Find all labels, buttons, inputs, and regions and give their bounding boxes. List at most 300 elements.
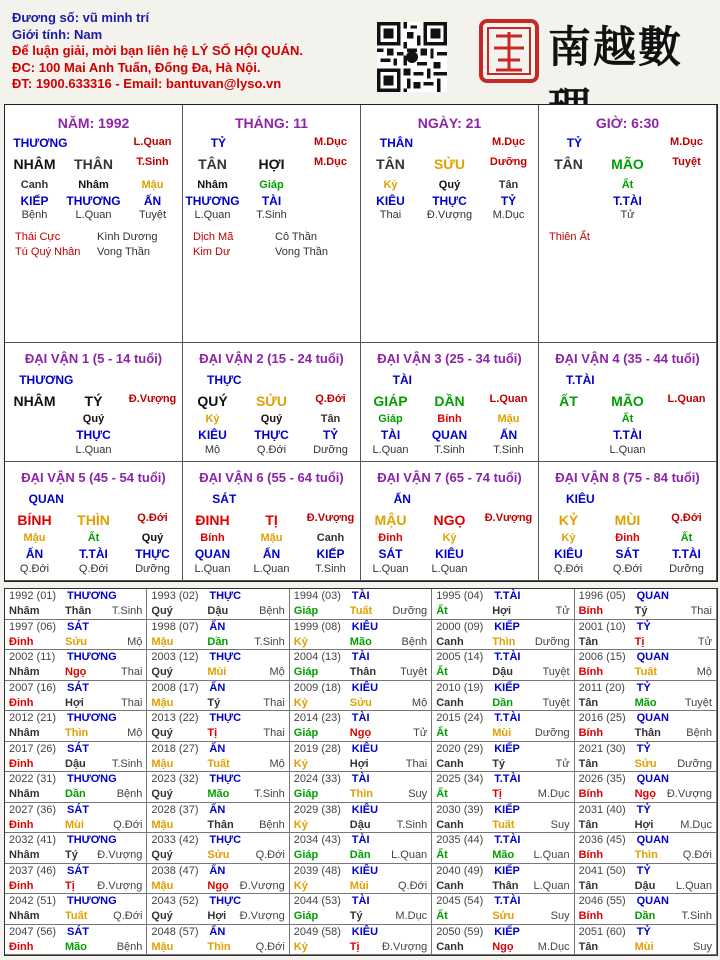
year-label: 1996 (05) <box>578 590 626 602</box>
year-state: Mộ <box>269 757 285 770</box>
year-chi: Tuất <box>634 666 657 678</box>
year-chi: Mùi <box>492 727 512 739</box>
qr-code-icon[interactable] <box>377 22 447 92</box>
star-label: Dịch Mã <box>193 231 234 243</box>
dai-van-can: BÍNH <box>17 512 52 528</box>
year-cell <box>432 833 574 864</box>
year-label: 2029 (38) <box>293 803 341 816</box>
year-can: Nhâm <box>9 727 40 739</box>
dai-van-god: QUAN <box>28 492 64 506</box>
spacer <box>444 373 538 387</box>
year-god: SÁT <box>67 681 89 694</box>
year-cell <box>575 833 717 864</box>
year-chi: Dần <box>65 788 86 800</box>
year-god: QUAN <box>636 773 669 785</box>
year-can: Tân <box>578 757 599 770</box>
hidden-state-text: Bệnh <box>21 209 48 221</box>
dai-van-can: MẬU <box>374 512 407 528</box>
year-label: 2017 (26) <box>9 742 57 755</box>
year-label: 2023 (32) <box>151 773 199 785</box>
year-can: Quý <box>151 849 173 861</box>
year-state: Đ.Vượng <box>239 879 285 892</box>
year-label: 1993 (02) <box>151 590 199 602</box>
year-cell <box>147 650 289 681</box>
year-state: L.Quan <box>391 849 428 861</box>
year-god: T.TÀI <box>494 834 521 846</box>
dv-hidden-stem-text <box>657 413 716 425</box>
dv-hidden-state-text: Dưỡng <box>313 444 348 456</box>
year-chi: Dần <box>207 635 229 648</box>
year-chi: Tị <box>349 940 360 953</box>
dv-hidden-state-text <box>5 444 64 456</box>
year-god: KIẾP <box>494 681 520 694</box>
dv-hidden-state-row <box>361 563 538 575</box>
year-cell <box>147 681 289 712</box>
year-label: 2001 (10) <box>578 620 626 633</box>
hidden-state-text: Tử <box>620 209 635 221</box>
dv-hidden-god-text: KIÊU <box>554 547 583 561</box>
hidden-stem-text: Kỷ <box>383 179 398 191</box>
year-chi: Thân <box>634 727 661 739</box>
year-god: TỶ <box>636 803 651 816</box>
year-state: Đ.Vượng <box>97 849 143 861</box>
year-chi: Thân <box>207 818 234 831</box>
pillar-god-row <box>5 136 182 150</box>
hidden-state-row <box>5 209 182 221</box>
year-label: 2013 (22) <box>151 712 199 724</box>
year-god: KIÊU <box>351 925 379 938</box>
year-state: Bệnh <box>686 727 712 739</box>
dv-hidden-god-text <box>123 428 182 442</box>
year-can: Nhâm <box>9 666 40 678</box>
year-god: SÁT <box>67 925 89 938</box>
dai-van-title: ĐẠI VẬN 8 (75 - 84 tuổi) <box>555 470 700 485</box>
year-can: Canh <box>436 818 464 831</box>
pillar-state: L.Quan <box>133 136 172 148</box>
dai-van-title: ĐẠI VẬN 6 (55 - 64 tuổi) <box>199 470 344 485</box>
dv-hidden-god-text <box>5 428 64 442</box>
year-god: TÀI <box>351 651 370 663</box>
year-cell <box>290 620 432 651</box>
dai-van-god: SÁT <box>212 492 237 506</box>
year-state: Bệnh <box>116 940 143 953</box>
year-cell <box>575 589 717 620</box>
spacer <box>444 492 538 506</box>
year-cell <box>290 864 432 895</box>
year-can: Tân <box>578 635 599 648</box>
year-label: 1997 (06) <box>9 620 57 633</box>
dai-van-god-row <box>183 373 360 387</box>
hidden-state-text: T.Sinh <box>256 209 287 221</box>
dai-van-god-row <box>183 492 360 506</box>
dai-van-chi: TỊ <box>265 512 278 528</box>
year-cell <box>432 620 574 651</box>
year-label: 2028 (37) <box>151 803 199 816</box>
dv-hidden-state-text: Q.Đới <box>256 444 287 456</box>
pillar-god-row <box>539 136 716 150</box>
year-state: Suy <box>550 818 570 831</box>
dai-van-main-row <box>361 512 538 528</box>
pillar-main-row <box>539 156 716 172</box>
year-chi: Tý <box>492 757 506 770</box>
year-state: Mộ <box>269 666 285 678</box>
year-cell <box>5 894 147 925</box>
dv-hidden-stem-text: Quý <box>141 532 164 544</box>
year-label: 2019 (28) <box>293 742 341 755</box>
dai-van-god-row <box>5 373 182 387</box>
pillar-main: MÃO <box>611 156 644 172</box>
dv-hidden-stem-text: Bính <box>437 413 462 425</box>
year-chi: Mão <box>634 696 657 709</box>
dv-hidden-stem-text: Mậu <box>497 413 520 425</box>
hidden-stem-row <box>361 179 538 191</box>
dv-hidden-state-text: L.Quan <box>372 563 409 575</box>
year-cell <box>147 589 289 620</box>
year-god: SÁT <box>67 620 89 633</box>
year-can: Giáp <box>293 727 319 739</box>
dai-van-title: ĐẠI VẬN 7 (65 - 74 tuổi) <box>377 470 522 485</box>
year-state: Đ.Vượng <box>382 940 428 953</box>
dai-van-main-row <box>183 512 360 528</box>
year-god: TÀI <box>351 590 370 602</box>
year-can: Kỷ <box>293 879 308 892</box>
dai-van-chi: SỬU <box>255 393 288 409</box>
pillar-main: Dưỡng <box>489 156 528 168</box>
year-god: QUAN <box>636 590 669 602</box>
year-god: TÀI <box>351 895 370 907</box>
year-state: Suy <box>550 910 570 922</box>
year-state: Dưỡng <box>392 605 428 617</box>
year-chi: Thìn <box>65 727 89 739</box>
year-can: Mậu <box>151 818 174 831</box>
year-god: SÁT <box>67 803 89 816</box>
dai-van-can: NHÂM <box>13 393 56 409</box>
dai-van-god-row <box>539 373 716 387</box>
pillar-main-row <box>183 156 360 172</box>
year-state: Dưỡng <box>677 757 712 770</box>
year-god: SÁT <box>67 864 89 877</box>
dv-hidden-god-text: TỶ <box>322 428 339 442</box>
hidden-state-text <box>657 209 716 221</box>
year-label: 2022 (31) <box>9 773 57 785</box>
year-state: Thai <box>690 605 712 617</box>
dai-van-title: ĐẠI VẬN 3 (25 - 34 tuổi) <box>377 351 522 366</box>
year-label: 2049 (58) <box>293 925 341 938</box>
spacer <box>610 136 657 150</box>
year-cell <box>147 803 289 834</box>
spacer <box>622 492 716 506</box>
year-state: Đ.Vượng <box>666 788 712 800</box>
dai-van-god-row <box>5 492 182 506</box>
year-chi: Tuất <box>65 910 88 922</box>
year-state: Q.Đới <box>113 818 143 831</box>
year-cell <box>290 803 432 834</box>
spacer <box>76 136 123 150</box>
dv-hidden-god-text: T.TÀI <box>672 547 701 561</box>
dv-hidden-state-row <box>183 563 360 575</box>
year-state: M.Dục <box>537 940 570 953</box>
dai-van-state: Q.Đới <box>671 512 702 524</box>
year-chi: Thìn <box>349 788 374 800</box>
dv-hidden-state-row <box>539 444 716 456</box>
year-can: Bính <box>578 910 604 922</box>
year-can: Canh <box>436 879 464 892</box>
year-label: 2002 (11) <box>9 651 56 663</box>
year-cell <box>290 833 432 864</box>
pillar-main: THÂN <box>74 156 113 172</box>
dv-hidden-stem-row <box>361 532 538 544</box>
dv-hidden-state-text: L.Quan <box>372 444 409 456</box>
year-label: 2024 (33) <box>293 773 341 785</box>
year-can: Đinh <box>9 818 34 831</box>
dai-van-god: KIÊU <box>565 492 595 506</box>
dv-hidden-god-text: ẤN <box>499 428 518 442</box>
hidden-stem-row <box>183 179 360 191</box>
year-label: 2004 (13) <box>293 651 341 663</box>
year-god: THỰC <box>209 895 242 907</box>
dv-hidden-state-text: T.Sinh <box>493 444 524 456</box>
year-cell <box>5 833 147 864</box>
hidden-god-text: TÀI <box>261 194 282 208</box>
dv-hidden-god-text: QUAN <box>194 547 231 561</box>
dai-van-main-row <box>539 393 716 409</box>
year-table <box>4 588 718 956</box>
year-chi: Tý <box>349 910 363 922</box>
dv-hidden-god-text: THỰC <box>254 428 289 442</box>
year-state: T.Sinh <box>681 910 712 922</box>
year-label: 2031 (40) <box>578 803 626 816</box>
dv-hidden-state-text: L.Quan <box>431 563 468 575</box>
dai-van-god: TÀI <box>392 373 412 387</box>
hidden-state-text <box>539 209 598 221</box>
dai-van-cell <box>5 462 183 581</box>
year-state: Mộ <box>696 666 712 678</box>
year-state: Đ.Vượng <box>97 879 143 892</box>
dai-van-chi: MÙI <box>614 512 641 528</box>
year-chi: Sửu <box>492 910 515 922</box>
year-can: Kỷ <box>293 818 308 831</box>
year-can: Kỷ <box>293 940 308 953</box>
hidden-state-text: Thai <box>379 209 402 221</box>
year-cell <box>5 620 147 651</box>
year-god: TÀI <box>351 773 370 785</box>
dv-hidden-god-text: QUAN <box>431 428 468 442</box>
year-cell <box>147 620 289 651</box>
pillar-title: GIỜ: 6:30 <box>595 115 660 131</box>
year-chi: Sửu <box>634 757 657 770</box>
hidden-state-text: L.Quan <box>194 209 231 221</box>
year-can: Canh <box>436 696 464 709</box>
year-can: Đinh <box>9 940 34 953</box>
dai-van-can: ẤT <box>559 393 578 409</box>
year-label: 2018 (27) <box>151 742 199 755</box>
year-can: Ất <box>436 605 448 617</box>
hidden-stem-text: Ất <box>621 179 634 191</box>
dv-hidden-state-text: Mộ <box>204 444 221 456</box>
pillar-main: M.Dục <box>314 156 347 168</box>
year-god: ẤN <box>209 925 226 938</box>
year-state: Dưỡng <box>534 727 570 739</box>
year-can: Ất <box>436 666 448 678</box>
spacer <box>432 136 479 150</box>
year-cell <box>5 650 147 681</box>
pillar-cell <box>183 105 361 343</box>
year-chi: Tý <box>65 849 78 861</box>
year-state: Tử <box>413 727 428 739</box>
star-label: Vong Thần <box>97 246 151 258</box>
year-label: 2021 (30) <box>578 742 626 755</box>
spacer <box>88 373 182 387</box>
year-god: TỶ <box>636 925 651 938</box>
dv-hidden-god-text: T.TÀI <box>79 547 108 561</box>
year-state: T.Sinh <box>396 818 428 831</box>
year-label: 2011 (20) <box>578 681 625 694</box>
year-cell <box>432 894 574 925</box>
year-state: Tuyệt <box>542 666 570 678</box>
dai-van-chi: NGỌ <box>433 512 466 528</box>
dv-hidden-state-text <box>123 444 182 456</box>
dv-hidden-state-text <box>479 563 538 575</box>
dv-hidden-god-text <box>479 547 538 561</box>
hidden-stem-text: Nhâm <box>78 179 109 191</box>
year-cell <box>432 803 574 834</box>
year-god: THỰC <box>209 651 242 663</box>
year-can: Quý <box>151 666 173 678</box>
year-label: 2015 (24) <box>436 712 484 724</box>
year-cell <box>5 803 147 834</box>
hidden-stem-text: Quý <box>438 179 461 191</box>
dai-van-state: Đ.Vượng <box>484 512 533 524</box>
dai-van-state: L.Quan <box>489 393 528 405</box>
year-label: 2034 (43) <box>293 834 341 846</box>
year-chi: Hợi <box>634 818 654 831</box>
year-label: 2010 (19) <box>436 681 484 694</box>
year-label: 2046 (55) <box>578 895 626 907</box>
dv-hidden-state-row <box>361 444 538 456</box>
year-state: Mộ <box>127 727 143 739</box>
year-cell <box>147 833 289 864</box>
dv-hidden-state-row <box>183 444 360 456</box>
dv-hidden-state-text: Q.Đới <box>78 563 109 575</box>
dai-van-god-row <box>361 373 538 387</box>
star-label: Thiên Ất <box>549 231 590 243</box>
year-state: M.Dục <box>537 788 570 800</box>
year-state: Mộ <box>411 696 428 709</box>
year-label: 2026 (35) <box>578 773 626 785</box>
year-cell <box>575 864 717 895</box>
year-chi: Tị <box>634 635 645 648</box>
year-cell <box>575 650 717 681</box>
dv-hidden-state-text <box>657 444 716 456</box>
year-state: L.Quan <box>533 849 570 861</box>
dai-van-main-row <box>361 393 538 409</box>
year-cell <box>432 864 574 895</box>
year-can: Ất <box>436 910 448 922</box>
year-god: T.TÀI <box>494 895 521 907</box>
pillar-god: TỶ <box>566 136 583 150</box>
dv-hidden-god-text: SÁT <box>615 547 640 561</box>
hidden-god-text: TỶ <box>500 194 517 208</box>
year-label: 2000 (09) <box>436 620 484 633</box>
year-chi: Thìn <box>207 940 231 953</box>
spacer <box>266 492 360 506</box>
year-chi: Mão <box>207 788 230 800</box>
year-state: Bệnh <box>259 818 285 831</box>
year-chi: Mùi <box>207 666 227 678</box>
year-can: Quý <box>151 788 173 800</box>
dai-van-title: ĐẠI VẬN 4 (35 - 44 tuổi) <box>555 351 700 366</box>
dv-hidden-god-text: ẤN <box>262 547 281 561</box>
year-cell <box>432 681 574 712</box>
year-label: 2007 (16) <box>9 681 57 694</box>
year-can: Mậu <box>151 635 174 648</box>
year-chi: Dần <box>492 696 513 709</box>
year-god: THƯƠNG <box>67 590 117 602</box>
year-cell <box>290 894 432 925</box>
year-god: QUAN <box>636 895 669 907</box>
year-label: 1998 (07) <box>151 620 199 633</box>
year-god: ẤN <box>209 620 226 633</box>
dv-hidden-stem-text: Mậu <box>23 532 46 544</box>
dv-hidden-state-row <box>5 444 182 456</box>
dv-hidden-stem-text <box>479 532 538 544</box>
pillar-state: M.Dục <box>670 136 703 148</box>
year-chi: Sửu <box>65 635 88 648</box>
year-cell <box>432 650 574 681</box>
dv-hidden-stem-text: Quý <box>82 413 105 425</box>
star-label: Kim Dư <box>193 246 231 258</box>
year-god: THƯƠNG <box>67 712 117 724</box>
year-chi: Sửu <box>349 696 372 709</box>
year-chi: Tuất <box>492 818 515 831</box>
year-state: Thai <box>263 727 285 739</box>
year-cell <box>290 742 432 773</box>
year-chi: Mùi <box>349 879 369 892</box>
year-god: T.TÀI <box>494 651 521 663</box>
year-label: 2009 (18) <box>293 681 341 694</box>
dv-hidden-god-text: KIÊU <box>435 547 464 561</box>
year-chi: Mão <box>349 635 372 648</box>
year-cell <box>575 894 717 925</box>
hidden-god-text: THƯƠNG <box>66 194 121 208</box>
year-state: T.Sinh <box>254 788 285 800</box>
year-label: 2051 (60) <box>578 925 626 938</box>
year-chi: Hợi <box>492 605 512 617</box>
year-state: Tử <box>555 757 570 770</box>
year-state: L.Quan <box>533 879 570 892</box>
header-info <box>12 10 372 93</box>
pillar-title: NĂM: 1992 <box>57 115 130 131</box>
year-chi: Mão <box>65 940 87 953</box>
year-label: 2032 (41) <box>9 834 57 846</box>
year-chi: Thân <box>349 666 377 678</box>
year-can: Nhâm <box>9 910 40 922</box>
year-god: THỰC <box>209 834 242 846</box>
year-cell <box>5 589 147 620</box>
dv-hidden-stem-text: Ất <box>680 532 693 544</box>
year-cell <box>432 711 574 742</box>
year-god: T.TÀI <box>494 590 521 602</box>
year-can: Tân <box>578 818 599 831</box>
year-god: KIẾP <box>494 864 520 877</box>
year-god: ẤN <box>209 681 226 694</box>
pillar-main: T.Sinh <box>136 156 169 168</box>
pillar-cell <box>539 105 717 343</box>
year-god: KIẾP <box>494 925 520 938</box>
year-label: 2008 (17) <box>151 681 199 694</box>
year-label: 2020 (29) <box>436 742 484 755</box>
year-state: L.Quan <box>675 879 712 892</box>
